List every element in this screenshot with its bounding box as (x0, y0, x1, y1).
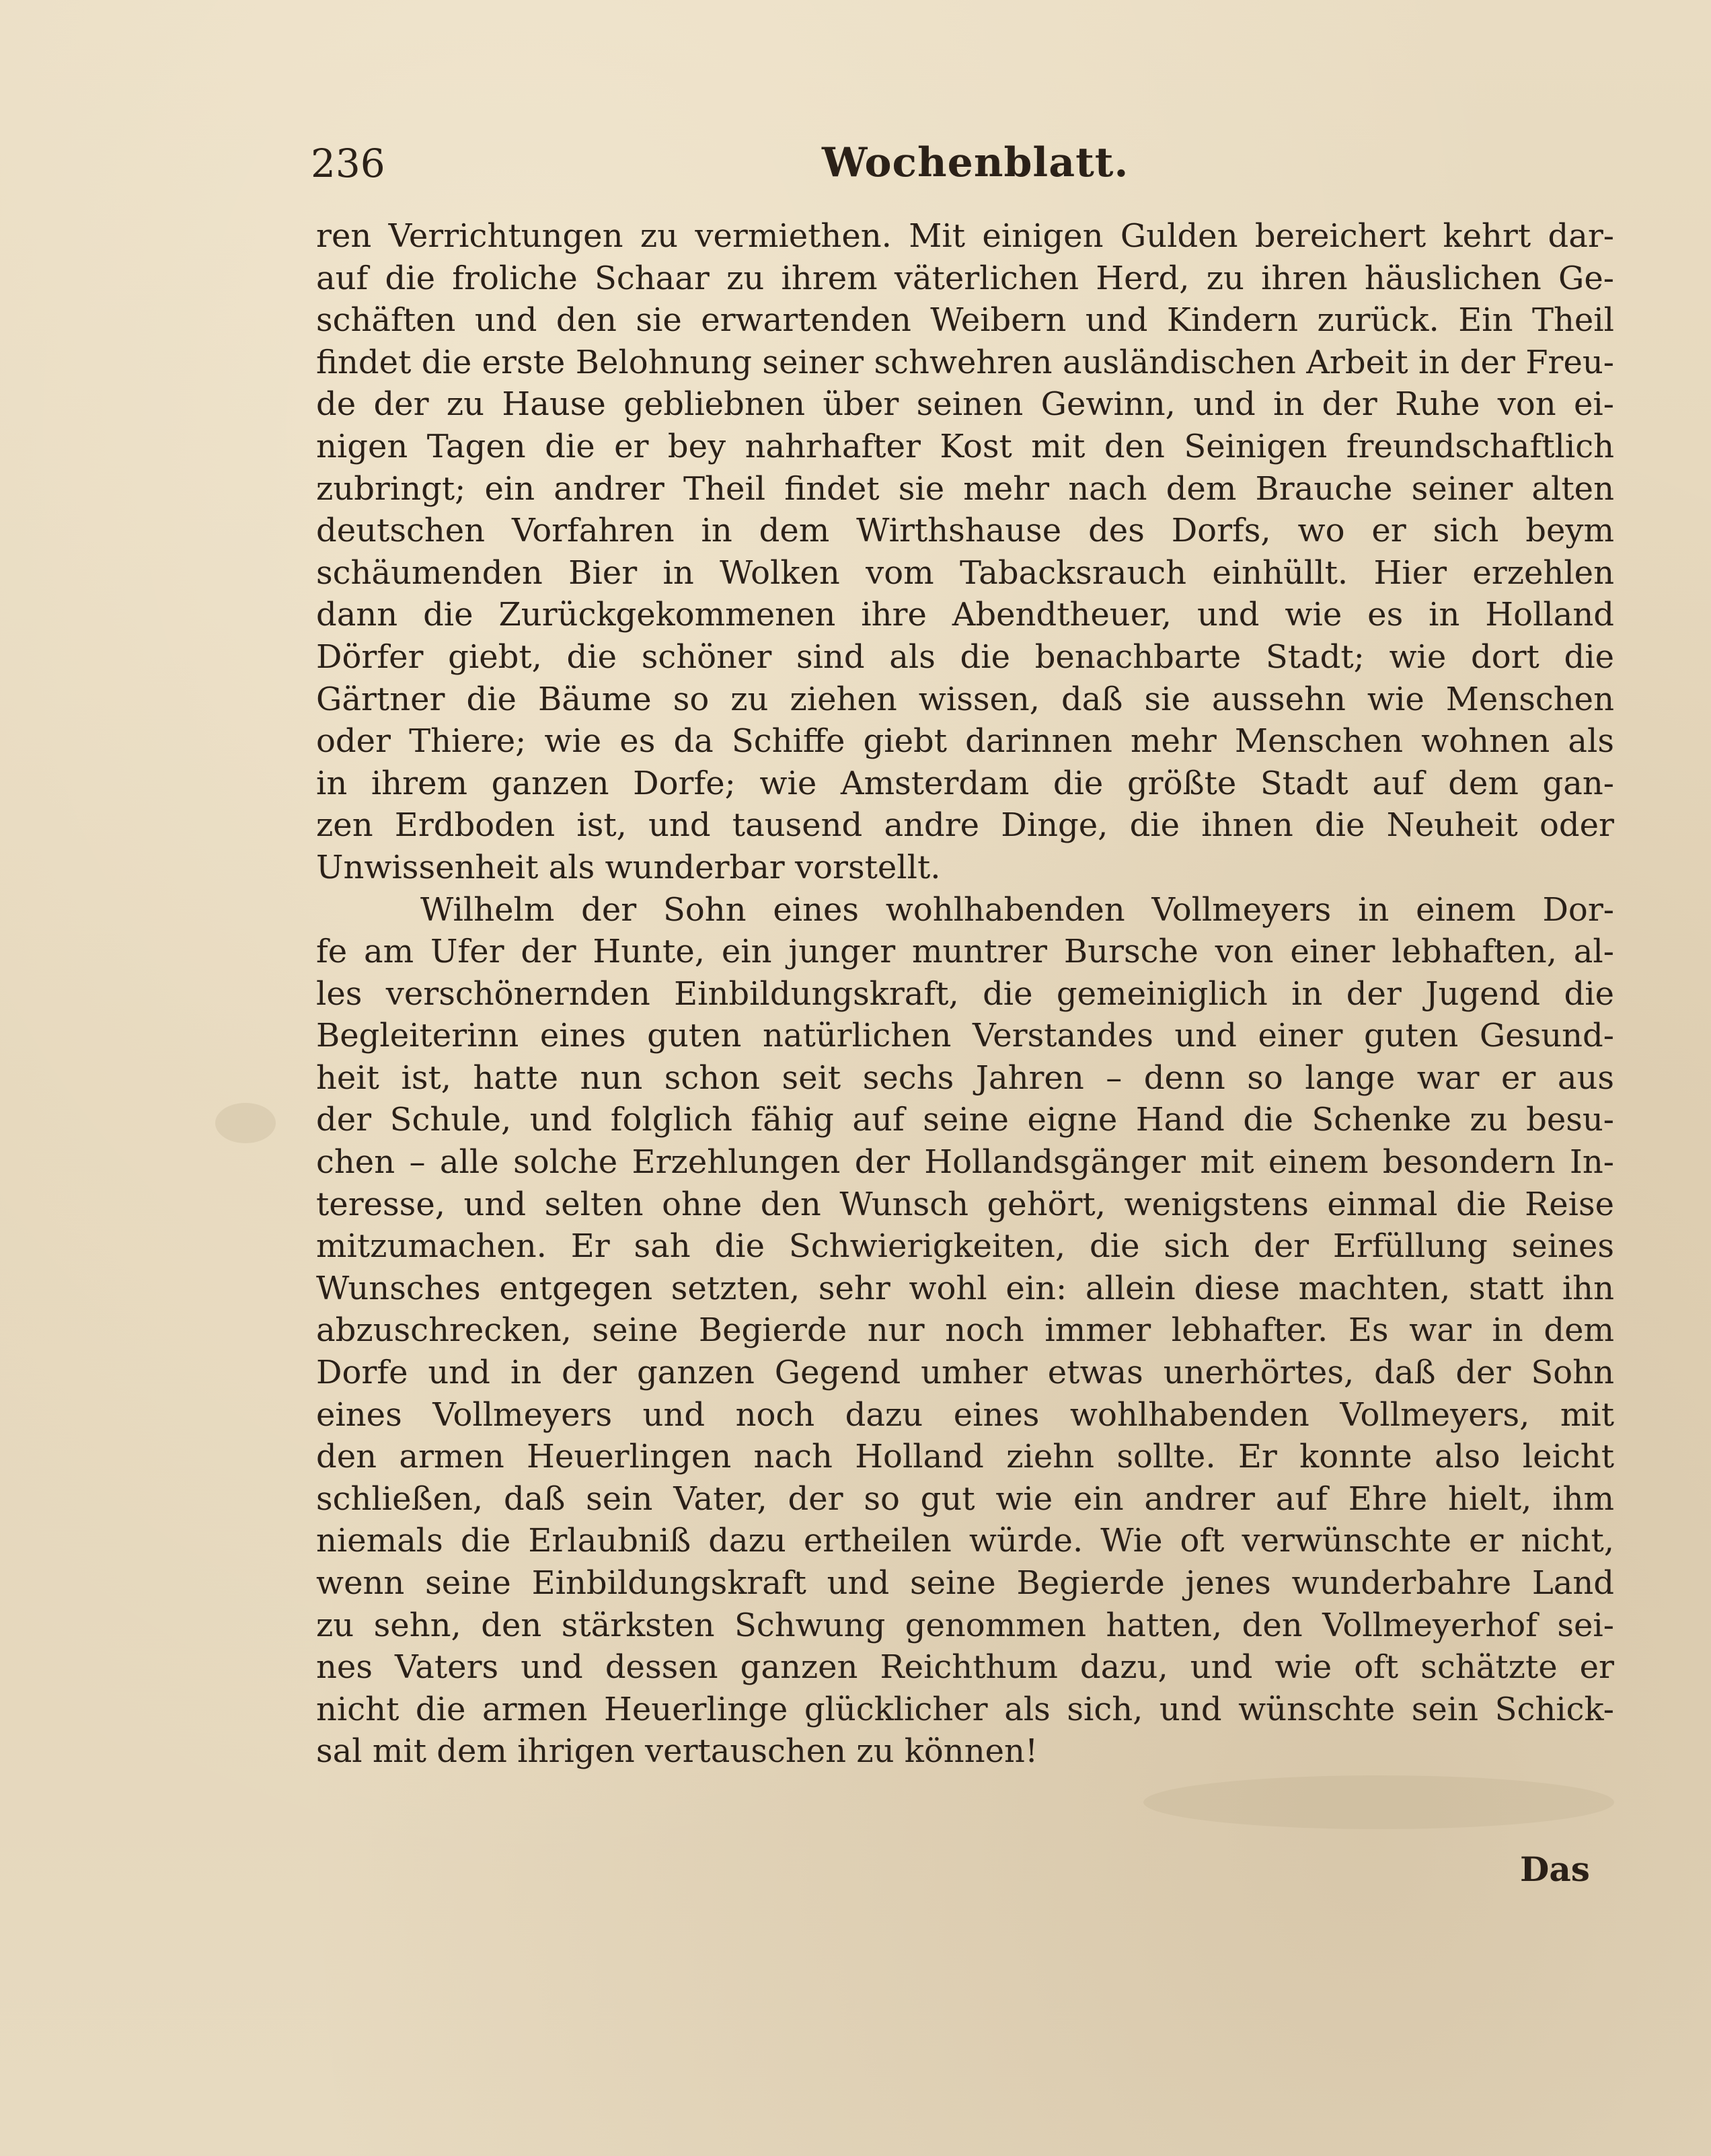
text-line: Begleiterinn eines guten natürlichen Verstandes und einer guten Gesund- (316, 1017, 1614, 1055)
text-line: zubringt; ein andrer Theil findet sie mehr nach dem Brauche seiner alten (316, 469, 1614, 508)
text-line: schließen, daß sein Vater, der so gut wie ein andrer auf Ehre hielt, ihm (316, 1479, 1614, 1518)
text-line: nigen Tagen die er bey nahrhafter Kost mit den Seinigen freundschaftlich (316, 427, 1614, 465)
text-line: der Schule, und folglich fähig auf seine eigne Hand die Schenke zu besu- (316, 1101, 1614, 1139)
text-line: dann die Zurückgekommenen ihre Abendtheuer, und wie es in Holland (316, 596, 1614, 634)
text-line: zen Erdboden ist, und tausend andre Dinge, die ihnen die Neuheit oder (316, 806, 1614, 845)
text-line: zu sehn, den stärksten Schwung genommen hatten, den Vollmeyerhof sei- (316, 1606, 1614, 1644)
text-line: Dörfer giebt, die schöner sind als die benachbarte Stadt; wie dort die (316, 638, 1614, 676)
text-line: nicht die armen Heuerlinge glücklicher als sich, und wünschte sein Schick- (316, 1690, 1614, 1728)
text-line: teresse, und selten ohne den Wunsch gehört, wenigstens einmal die Reise (316, 1185, 1614, 1223)
text-line: nes Vaters und dessen ganzen Reichthum dazu, und wie oft schätzte er (316, 1648, 1614, 1687)
text-line: heit ist, hatte nun schon seit sechs Jahren – denn so lange war er aus (316, 1058, 1614, 1097)
text-line: Wunsches entgegen setzten, sehr wohl ein: allein diese machten, statt ihn (316, 1269, 1614, 1307)
text-line: les verschönernden Einbildungskraft, die gemeiniglich in der Jugend die (316, 974, 1614, 1013)
text-line: eines Vollmeyers und noch dazu eines wohlhabenden Vollmeyers, mit (316, 1395, 1614, 1434)
text-line: wenn seine Einbildungskraft und seine Begierde jenes wunderbahre Land (316, 1564, 1614, 1602)
text-line: Dorfe und in der ganzen Gegend umher etwas unerhörtes, daß der Sohn (316, 1354, 1614, 1392)
text-line: niemals die Erlaubniß dazu ertheilen würde. Wie oft verwünschte er nicht, (316, 1522, 1614, 1560)
text-line: fe am Ufer der Hunte, ein junger muntrer Bursche von einer lebhaften, al- (316, 933, 1614, 971)
catchword: Das (1520, 1849, 1590, 1889)
text-line: schäften und den sie erwartenden Weibern und Kindern zurück. Ein Theil (316, 301, 1614, 340)
body-text (316, 215, 1614, 1773)
text-line: den armen Heuerlingen nach Holland ziehn sollte. Er konnte also leicht (316, 1438, 1614, 1476)
text-line: findet die erste Belohnung seiner schwehren ausländischen Arbeit in der Freu- (316, 343, 1614, 381)
text-line: mitzumachen. Er sah die Schwierigkeiten, die sich der Erfüllung seines (316, 1227, 1614, 1266)
text-line: schäumenden Bier in Wolken vom Tabacksrauch einhüllt. Hier erzehlen (316, 553, 1614, 592)
page-header (311, 134, 1615, 195)
text-line: auf die froliche Schaar zu ihrem väterlichen Herd, zu ihren häuslichen Ge- (316, 259, 1614, 297)
text-line: in ihrem ganzen Dorfe; wie Amsterdam die größte Stadt auf dem gan- (316, 764, 1614, 802)
text-line: de der zu Hause gebliebnen über seinen Gewinn, und in der Ruhe von ei- (316, 385, 1614, 424)
text-line: chen – alle solche Erzehlungen der Hollandsgänger mit einem besondern In- (316, 1143, 1614, 1182)
text-line: Wilhelm der Sohn eines wohlhabenden Vollmeyers in einem Dor- (420, 890, 1614, 929)
text-line: Gärtner die Bäume so zu ziehen wissen, daß sie aussehn wie Menschen (316, 680, 1614, 718)
running-head: Wochenblatt. (822, 139, 1129, 186)
page-number: 236 (311, 141, 385, 186)
text-line: Unwissenheit als wunderbar vorstellt. (316, 848, 941, 886)
paper-stain (215, 1103, 276, 1143)
text-line: deutschen Vorfahren in dem Wirthshause des Dorfs, wo er sich beym (316, 512, 1614, 550)
text-line: oder Thiere; wie es da Schiffe giebt darinnen mehr Menschen wohnen als (316, 722, 1614, 761)
text-line: sal mit dem ihrigen vertauschen zu können! (316, 1732, 1038, 1771)
text-line: ren Verrichtungen zu vermiethen. Mit einigen Gulden bereichert kehrt dar- (316, 217, 1614, 255)
text-line: abzuschrecken, seine Begierde nur noch immer lebhafter. Es war in dem (316, 1311, 1614, 1350)
paper-stain (1143, 1775, 1614, 1829)
